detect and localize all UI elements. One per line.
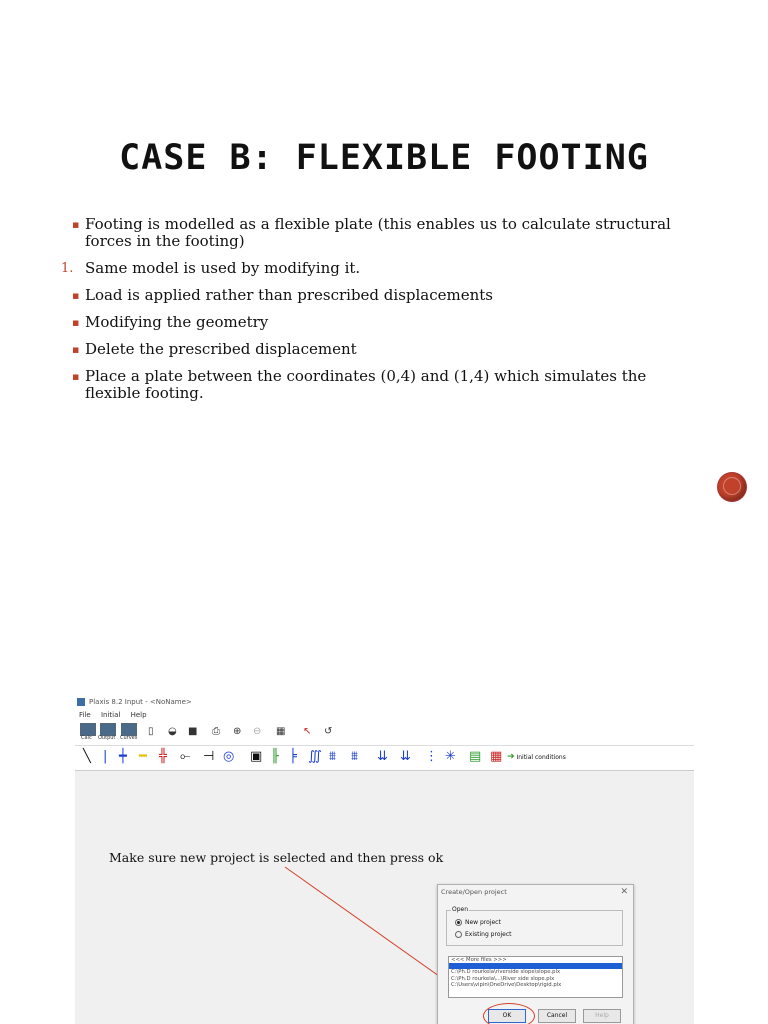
slide-title: CASE B: FLEXIBLE FOOTING <box>119 138 649 178</box>
new-file-icon[interactable]: ▯ <box>148 726 154 737</box>
bullet-text: Modifying the geometry <box>85 313 269 331</box>
prescribed-displacement-icon[interactable]: ∭ <box>308 749 322 764</box>
bullet-text: Footing is modelled as a flexible plate (this enables us to calculate structural forces in the footing) <box>85 215 671 250</box>
point-load-b-icon[interactable]: ⇊ <box>400 749 411 764</box>
fixed-end-anchor-icon[interactable]: ⟜ <box>180 749 191 764</box>
green-arrow-icon: ➔ <box>507 752 515 762</box>
list-item[interactable]: C:\Ph.D rourkela\...\River side slope.plx <box>451 975 555 982</box>
new-project-radio[interactable]: New project <box>455 919 501 926</box>
curves-label: Curves <box>120 735 138 741</box>
bullet-marker: ▪ <box>72 316 80 329</box>
well-icon[interactable]: ✳ <box>445 749 456 764</box>
bullet-marker: 1. <box>61 261 74 276</box>
menu-initial[interactable]: Initial <box>100 711 121 719</box>
node-to-node-anchor-icon[interactable]: ╬ <box>159 749 167 764</box>
open-folder-icon[interactable]: ◒ <box>168 726 177 737</box>
dialog-title: Create/Open project ✕ <box>441 887 628 897</box>
bullet-text: Same model is used by modifying it. <box>85 259 361 277</box>
bullet-item <box>72 368 702 402</box>
close-icon[interactable]: ✕ <box>620 887 628 897</box>
navigation-orb-icon[interactable] <box>718 473 746 501</box>
print-icon[interactable]: ⎙ <box>212 726 220 737</box>
list-item[interactable]: C:\Users\vipin\OneDrive\Desktop\rigid.plx <box>451 981 562 988</box>
calc-label: Calc <box>81 735 92 741</box>
bullet-marker: ▪ <box>72 343 80 356</box>
ok-button[interactable]: OK <box>488 1009 526 1023</box>
initial-conditions-label: Initial conditions <box>516 754 566 761</box>
standard-fixities-icon[interactable]: ▣ <box>250 749 263 764</box>
list-item[interactable]: <<< More files >>> <box>451 957 507 963</box>
tunnel-icon[interactable]: ◎ <box>223 749 235 764</box>
undo-icon[interactable]: ↺ <box>324 726 333 737</box>
bullet-item <box>72 287 702 304</box>
plate-icon[interactable]: | <box>103 749 108 764</box>
vertical-fixity-icon[interactable]: ╟ <box>271 749 279 764</box>
bullet-item <box>72 216 702 250</box>
bullet-list <box>61 215 702 412</box>
anchor-end-icon[interactable]: ⊣ <box>203 749 215 764</box>
open-group-label: Open <box>452 906 469 913</box>
bullet-text: Load is applied rather than prescribed displacements <box>85 286 494 304</box>
drain-icon[interactable]: ⋮ <box>425 749 438 764</box>
bullet-item <box>61 259 702 277</box>
bullet-text: Place a plate between the coordinates (0,4) and (1,4) which simulates the flexible footing. <box>85 367 647 402</box>
output-label: Output <box>98 735 116 741</box>
distributed-load-b-icon[interactable]: ⩩ <box>351 749 358 764</box>
ok-highlight-circle <box>483 1003 535 1024</box>
bullet-marker: ▪ <box>72 218 80 231</box>
geometry-line-icon[interactable]: ╲ <box>83 749 91 764</box>
bullet-item <box>72 314 702 331</box>
recent-files-list[interactable] <box>448 956 623 998</box>
instruction-caption: Make sure new project is selected and then press ok <box>109 850 444 865</box>
horizontal-fixity-icon[interactable]: ╞ <box>289 749 297 764</box>
bullet-marker: ▪ <box>72 289 80 302</box>
list-item[interactable]: C:\Ph.D rourkela\riverside slope\slope.plx <box>451 969 561 976</box>
plaxis-screenshot <box>75 695 694 1024</box>
existing-project-radio[interactable]: Existing project <box>455 931 512 938</box>
table-icon[interactable]: ▦ <box>276 726 286 737</box>
zoom-in-icon[interactable]: ⊕ <box>233 726 242 737</box>
interface-icon[interactable]: ━ <box>139 749 147 764</box>
save-icon[interactable]: ■ <box>188 726 198 737</box>
menu-file[interactable]: File <box>79 711 91 719</box>
bullet-text: Delete the prescribed displacement <box>85 340 357 358</box>
bullet-item <box>72 341 702 358</box>
bullet-marker: ▪ <box>72 370 80 383</box>
create-open-project-dialog <box>437 884 634 1024</box>
material-sets-icon[interactable]: ▤ <box>469 749 482 764</box>
menu-help[interactable]: Help <box>130 711 147 719</box>
help-button[interactable]: Help <box>583 1009 621 1023</box>
open-group <box>446 906 623 946</box>
zoom-out-icon[interactable]: ⊖ <box>253 726 262 737</box>
mesh-generation-icon[interactable]: ▦ <box>490 749 503 764</box>
selection-arrow-icon[interactable]: ↖ <box>303 726 312 737</box>
point-load-a-icon[interactable]: ⇊ <box>377 749 388 764</box>
distributed-load-a-icon[interactable]: ⩩ <box>329 749 336 764</box>
window-title: Plaxis 8.2 Input - <NoName> <box>89 698 192 706</box>
geogrid-icon[interactable]: ┿ <box>119 749 127 764</box>
cancel-button[interactable]: Cancel <box>538 1009 576 1023</box>
